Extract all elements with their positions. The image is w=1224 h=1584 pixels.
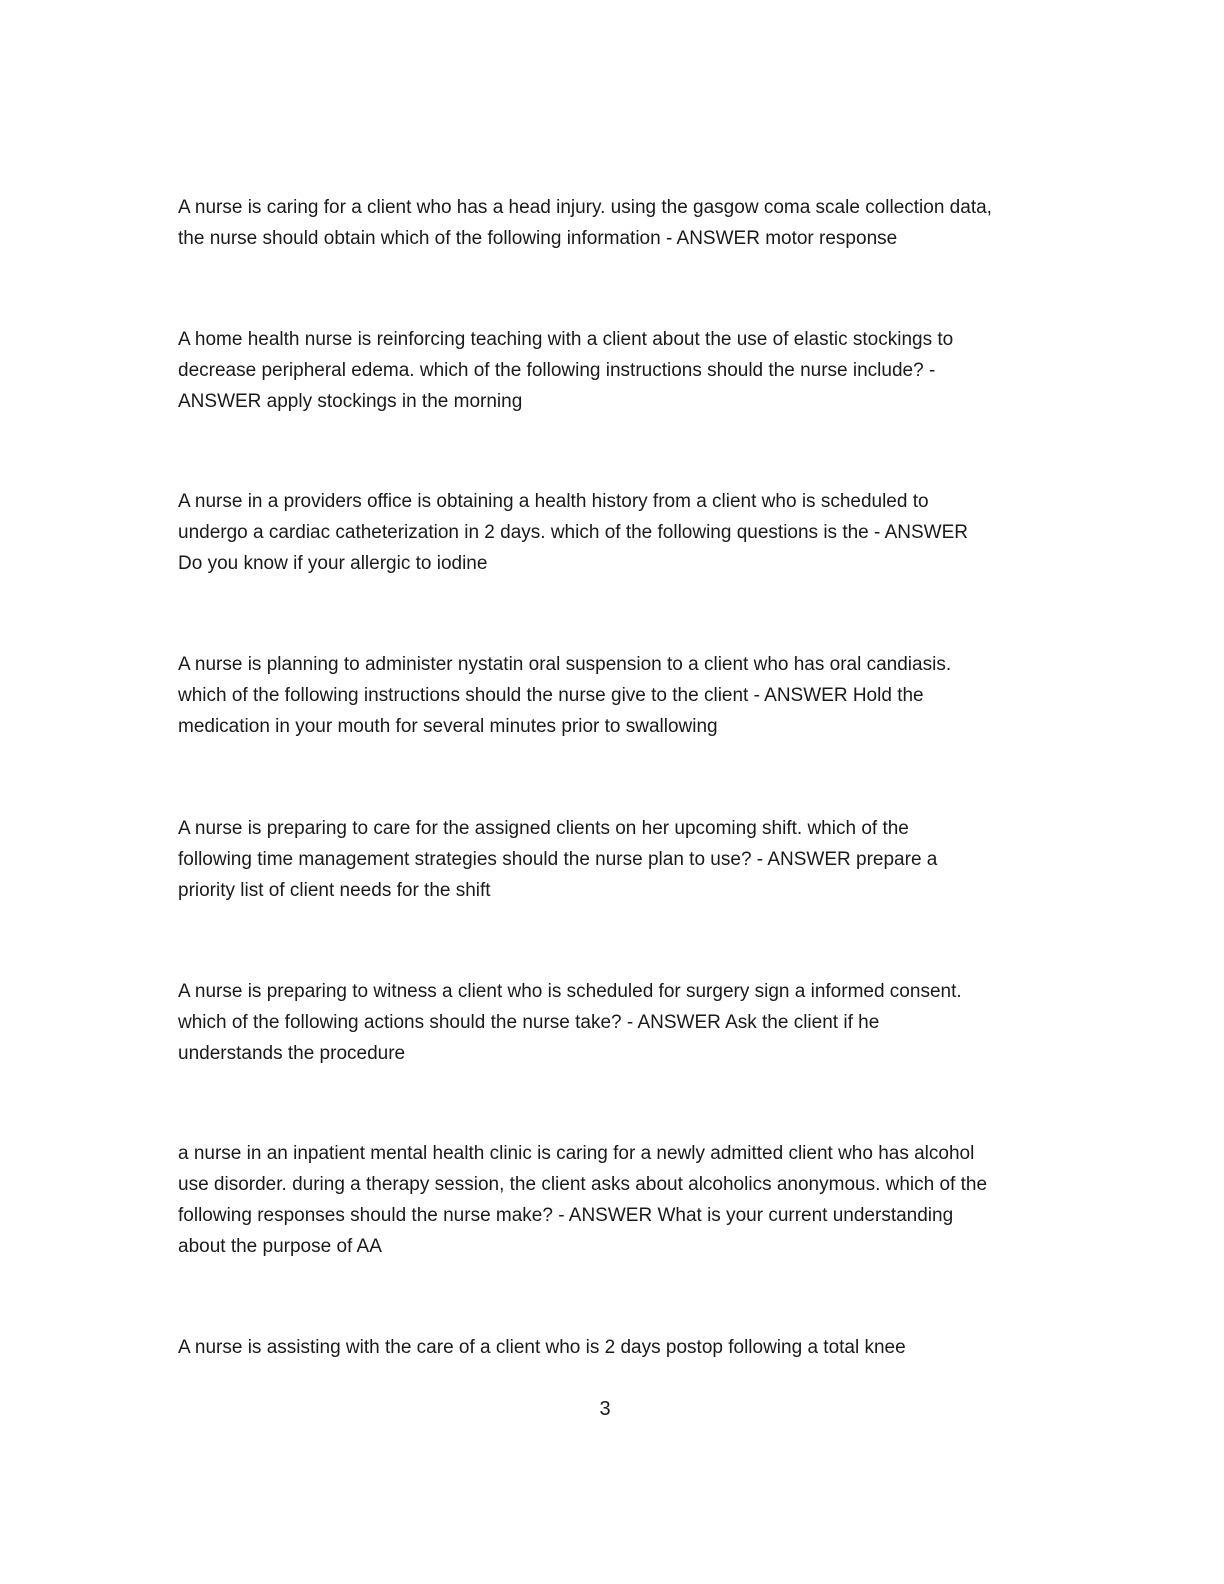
qa-entry-5: A nurse is preparing to care for the assigned clients on her upcoming shift. which of the following time management strategies should the nurse plan to use? - ANSWER prepare a priority list of client needs for the shift [178,818,938,901]
qa-entry-7: a nurse in an inpatient mental health clinic is caring for a newly admitted client who has alcohol use disorder. during a therapy session, the client asks about alcoholics anonymous. which of the following responses should the nurse make? - ANSWER What is your current understanding about the purpose of AA [178,1143,988,1257]
qa-entry-8: A nurse is assisting with the care of a client who is 2 days postop following a total knee [178,1337,906,1358]
qa-entry-6: A nurse is preparing to witness a client who is scheduled for surgery sign a informed consent. which of the following actions should the nurse take? - ANSWER Ask the client if he understands the procedure [178,981,962,1064]
qa-entry-1: A nurse is caring for a client who has a head injury. using the gasgow coma scale collection data, the nurse should obtain which of the following information - ANSWER motor response [178,197,992,249]
page-number: 3 [599,1398,611,1420]
qa-entry-2: A home health nurse is reinforcing teaching with a client about the use of elastic stockings to decrease peripheral edema. which of the following instructions should the nurse include? - ANSWER apply stockings in the morning [178,329,954,412]
qa-entry-3: A nurse in a providers office is obtaining a health history from a client who is scheduled to undergo a cardiac catheterization in 2 days. which of the following questions is the - ANSWER Do you know if your allergic to iodine [178,491,968,574]
qa-entry-4: A nurse is planning to administer nystatin oral suspension to a client who has oral candiasis. which of the following instructions should the nurse give to the client - ANSWER Hold the medication in your mouth for several minutes prior to swallowing [178,654,952,737]
